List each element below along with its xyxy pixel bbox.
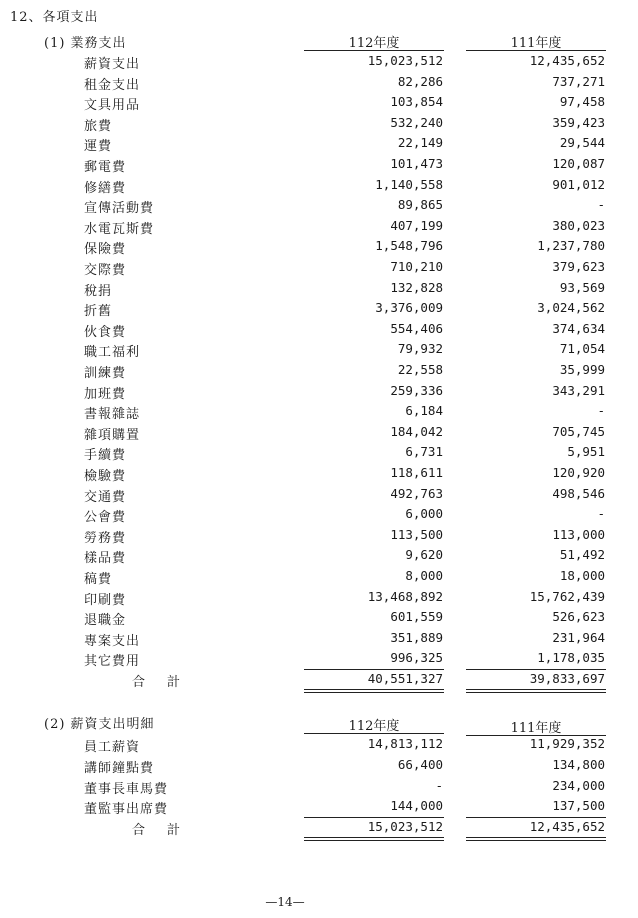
- total-112: 40,551,327: [367, 671, 443, 686]
- row-label: 交際費: [84, 263, 127, 278]
- value-111: 137,500: [552, 798, 605, 814]
- table-row: [0, 444, 638, 464]
- value-111: 1,237,780: [537, 238, 605, 254]
- table-row: [0, 798, 638, 818]
- table-row: [0, 280, 638, 300]
- subtotal-rule: [304, 817, 444, 818]
- row-label: 租金支出: [84, 77, 141, 93]
- row-label: 董事長車馬費: [84, 781, 169, 797]
- row-label: 伙食費: [84, 324, 127, 340]
- table-row: [0, 506, 638, 526]
- value-112: 8,000: [405, 568, 443, 583]
- value-111: 18,000: [559, 568, 605, 583]
- row-label: 修繕費: [84, 180, 127, 196]
- total-112: 15,023,512: [367, 819, 443, 835]
- value-111: 374,634: [552, 320, 605, 336]
- table-row: [0, 177, 638, 197]
- value-112: 1,548,796: [375, 238, 443, 254]
- value-111: 737,271: [552, 73, 605, 89]
- value-111: 234,000: [552, 777, 605, 793]
- value-111: 1,178,035: [537, 650, 605, 666]
- value-111: 134,800: [552, 756, 605, 772]
- table-row: [0, 156, 638, 176]
- subtotal-rule: [466, 669, 606, 670]
- row-label: 其它費用: [84, 654, 141, 670]
- row-label: 講師鐘點費: [84, 760, 155, 776]
- row-label: 退職金: [84, 613, 127, 629]
- section2-col1-header: 112年度: [348, 719, 400, 734]
- value-112: 66,400: [397, 756, 443, 772]
- value-111: 3,024,562: [537, 300, 605, 316]
- table-row: [0, 135, 638, 155]
- value-112: 9,620: [405, 547, 443, 563]
- value-112: 1,140,558: [375, 176, 443, 192]
- table-row: [0, 341, 638, 361]
- row-label: 專案支出: [84, 633, 141, 649]
- page-number: —14—: [265, 895, 305, 909]
- table-row: [0, 383, 638, 403]
- row-label: 樣品費: [84, 551, 127, 567]
- row-label: 勞務費: [84, 530, 127, 546]
- table-row: [0, 547, 638, 567]
- row-label: 交通費: [84, 489, 127, 505]
- table-row: [0, 218, 638, 238]
- value-112: -: [435, 777, 443, 793]
- table-row: [0, 424, 638, 444]
- value-112: 351,889: [390, 629, 443, 645]
- value-111: 379,623: [552, 259, 605, 274]
- value-112: 407,199: [390, 217, 443, 233]
- value-112: 144,000: [390, 798, 443, 814]
- table-row: [0, 527, 638, 547]
- total-row: [0, 671, 638, 691]
- table-row: [0, 197, 638, 217]
- value-111: 120,920: [552, 465, 605, 480]
- value-111: 380,023: [552, 217, 605, 233]
- value-111: 29,544: [559, 135, 605, 151]
- value-112: 3,376,009: [375, 300, 443, 316]
- table-row: [0, 362, 638, 382]
- subtotal-rule: [466, 817, 606, 818]
- total-row: [0, 819, 638, 839]
- value-111: 15,762,439: [529, 588, 605, 604]
- value-112: 6,184: [405, 403, 443, 419]
- row-label: 薪資支出: [84, 57, 141, 72]
- value-112: 996,325: [390, 650, 443, 666]
- table-row: [0, 53, 638, 73]
- value-112: 132,828: [390, 279, 443, 295]
- value-111: -: [597, 403, 605, 419]
- value-112: 532,240: [390, 114, 443, 130]
- table-row: [0, 115, 638, 135]
- total-label: 合計: [132, 823, 203, 839]
- table-row: [0, 736, 638, 756]
- value-111: 498,546: [552, 485, 605, 501]
- table-row: [0, 238, 638, 258]
- value-111: -: [597, 197, 605, 213]
- subtotal-rule: [304, 669, 444, 670]
- value-112: 79,932: [397, 341, 443, 357]
- section1-col1-header-rule: [304, 50, 444, 51]
- row-label: 雜項購置: [84, 427, 141, 443]
- table-row: [0, 757, 638, 777]
- value-112: 22,558: [397, 362, 443, 377]
- value-112: 13,468,892: [367, 588, 443, 604]
- value-111: 93,569: [559, 279, 605, 295]
- value-112: 103,854: [390, 94, 443, 110]
- value-111: 343,291: [552, 382, 605, 398]
- table-row: [0, 259, 638, 279]
- row-label: 保險費: [84, 242, 127, 258]
- value-112: 6,000: [405, 506, 443, 522]
- table-row: [0, 486, 638, 506]
- value-111: 5,951: [567, 444, 605, 460]
- total-double-rule: [466, 689, 606, 693]
- row-label: 運費: [84, 139, 113, 155]
- total-double-rule: [304, 837, 444, 841]
- table-row: [0, 609, 638, 629]
- value-111: -: [597, 506, 605, 522]
- value-111: 359,423: [552, 114, 605, 130]
- row-label: 訓練費: [84, 366, 127, 381]
- row-label: 加班費: [84, 386, 127, 402]
- value-111: 901,012: [552, 176, 605, 192]
- value-112: 184,042: [390, 423, 443, 439]
- table-row: [0, 589, 638, 609]
- row-label: 職工福利: [84, 345, 141, 361]
- value-111: 97,458: [559, 94, 605, 110]
- row-label: 稅捐: [84, 283, 113, 299]
- total-label: 合計: [132, 675, 203, 690]
- row-label: 宣傳活動費: [84, 201, 155, 217]
- value-111: 231,964: [552, 629, 605, 645]
- table-row: [0, 650, 638, 670]
- row-label: 稿費: [84, 572, 113, 587]
- value-112: 259,336: [390, 382, 443, 398]
- table-row: [0, 630, 638, 650]
- table-row: [0, 321, 638, 341]
- value-112: 113,500: [390, 526, 443, 542]
- row-label: 旅費: [84, 118, 113, 134]
- total-111: 39,833,697: [529, 671, 605, 686]
- value-111: 113,000: [552, 526, 605, 542]
- value-111: 71,054: [559, 341, 605, 357]
- table-row: [0, 568, 638, 588]
- value-112: 492,763: [390, 485, 443, 501]
- row-label: 折舊: [84, 304, 113, 320]
- value-111: 120,087: [552, 156, 605, 171]
- row-label: 郵電費: [84, 160, 127, 175]
- row-label: 書報雜誌: [84, 407, 141, 423]
- row-label: 檢驗費: [84, 469, 127, 484]
- row-label: 水電瓦斯費: [84, 221, 155, 237]
- section2-title: (2) 薪資支出明細: [44, 717, 155, 732]
- table-row: [0, 300, 638, 320]
- row-label: 手續費: [84, 448, 127, 464]
- row-label: 文具用品: [84, 98, 141, 114]
- value-112: 15,023,512: [367, 53, 443, 68]
- row-label: 董監事出席費: [84, 802, 169, 818]
- value-112: 22,149: [397, 135, 443, 151]
- value-112: 14,813,112: [367, 736, 443, 751]
- section1-col2-header-rule: [466, 50, 606, 51]
- value-112: 118,611: [390, 465, 443, 480]
- table-row: [0, 465, 638, 485]
- row-label: 印刷費: [84, 592, 127, 608]
- total-double-rule: [466, 837, 606, 841]
- section1-col1-header: 112年度: [348, 36, 400, 51]
- value-111: 11,929,352: [529, 736, 605, 751]
- section1-col2-header: 111年度: [510, 36, 562, 51]
- table-row: [0, 94, 638, 114]
- value-111: 12,435,652: [529, 53, 605, 68]
- section1-title: (1) 業務支出: [44, 36, 127, 51]
- total-double-rule: [304, 689, 444, 693]
- total-111: 12,435,652: [529, 819, 605, 835]
- value-112: 6,731: [405, 444, 443, 460]
- value-111: 51,492: [559, 547, 605, 563]
- value-112: 89,865: [397, 197, 443, 213]
- section2-col1-header-rule: [304, 733, 444, 734]
- value-112: 101,473: [390, 156, 443, 171]
- value-112: 82,286: [397, 73, 443, 89]
- table-row: [0, 403, 638, 423]
- section-heading: 12、各項支出: [10, 10, 99, 25]
- table-row: [0, 74, 638, 94]
- row-label: 員工薪資: [84, 740, 141, 755]
- value-112: 601,559: [390, 609, 443, 625]
- section2-col2-header: 111年度: [510, 721, 562, 736]
- value-111: 526,623: [552, 609, 605, 625]
- row-label: 公會費: [84, 510, 127, 526]
- table-row: [0, 778, 638, 798]
- value-112: 710,210: [390, 259, 443, 274]
- value-112: 554,406: [390, 320, 443, 336]
- value-111: 35,999: [559, 362, 605, 377]
- value-111: 705,745: [552, 423, 605, 439]
